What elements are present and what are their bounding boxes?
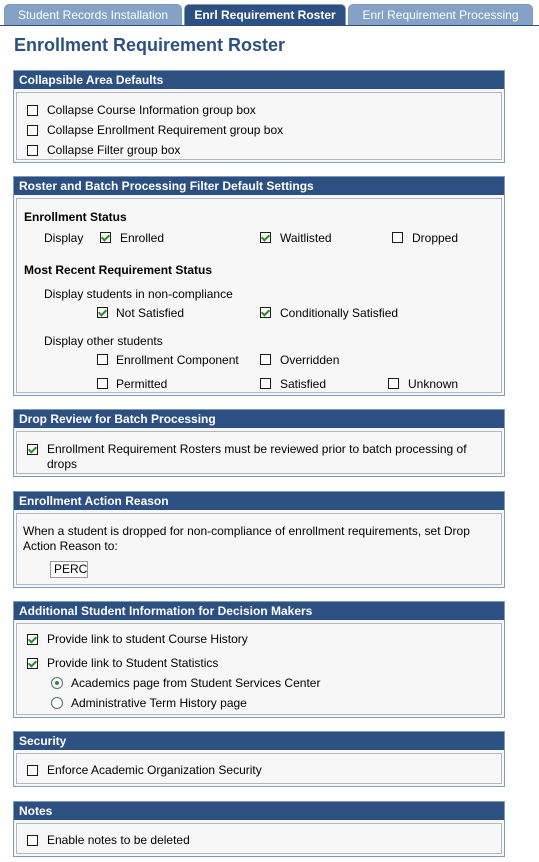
waitlisted-checkbox[interactable] xyxy=(260,232,271,243)
drop-review-label-line2: drops xyxy=(47,457,78,471)
satisfied-label: Satisfied xyxy=(280,377,327,391)
group-body xyxy=(16,623,502,715)
student-statistics-label: Provide link to Student Statistics xyxy=(47,656,219,670)
security-group xyxy=(13,731,505,787)
enrollment-component-checkbox[interactable] xyxy=(97,354,108,365)
academics-page-radio[interactable] xyxy=(51,677,63,689)
tab-student-records-installation[interactable]: Student Records Installation xyxy=(4,4,182,25)
enable-notes-deleted-label: Enable notes to be deleted xyxy=(47,833,190,847)
collapse-enrollment-requirement-label: Collapse Enrollment Requirement group box xyxy=(47,123,284,137)
permitted-label: Permitted xyxy=(116,377,168,391)
enrolled-label: Enrolled xyxy=(120,231,165,245)
group-header: Security xyxy=(14,732,504,750)
enrollment-status-heading: Enrollment Status xyxy=(24,210,127,224)
drop-review-checkbox[interactable] xyxy=(27,444,38,455)
dropped-checkbox[interactable] xyxy=(392,232,403,243)
dropped-label: Dropped xyxy=(412,231,459,245)
enable-notes-deleted-checkbox[interactable] xyxy=(27,835,38,846)
action-reason-text-line1: When a student is dropped for non-compliance of enrollment requirements, set Drop xyxy=(23,524,470,538)
noncompliance-label: Display students in non-compliance xyxy=(44,287,233,301)
group-body xyxy=(16,198,502,393)
group-body xyxy=(16,431,502,474)
enforce-security-label: Enforce Academic Organization Security xyxy=(47,763,262,777)
collapse-course-info-label: Collapse Course Information group box xyxy=(47,103,256,117)
course-history-checkbox[interactable] xyxy=(27,634,38,645)
tab-underline xyxy=(0,25,539,26)
tab-bar xyxy=(0,4,539,26)
display-label: Display xyxy=(44,231,84,245)
group-body xyxy=(16,823,502,854)
tab-enrl-requirement-roster[interactable]: Enrl Requirement Roster xyxy=(184,4,346,25)
unknown-label: Unknown xyxy=(408,377,459,391)
other-students-label: Display other students xyxy=(44,334,163,348)
additional-student-info-group xyxy=(13,601,505,718)
filter-defaults-group xyxy=(13,176,505,396)
permitted-checkbox[interactable] xyxy=(97,378,108,389)
enrollment-component-label: Enrollment Component xyxy=(116,353,239,367)
not-satisfied-checkbox[interactable] xyxy=(97,307,108,318)
collapse-course-info-checkbox[interactable] xyxy=(27,105,38,116)
overridden-checkbox[interactable] xyxy=(260,354,271,365)
enrollment-action-reason-group xyxy=(13,491,505,588)
group-body xyxy=(16,513,502,585)
tab-enrl-requirement-processing[interactable]: Enrl Requirement Processing xyxy=(348,4,533,25)
drop-action-reason-field[interactable]: PERC xyxy=(50,561,88,578)
conditionally-satisfied-checkbox[interactable] xyxy=(260,307,271,318)
collapse-filter-checkbox[interactable] xyxy=(27,145,38,156)
group-header: Collapsible Area Defaults xyxy=(14,71,504,89)
page-title: Enrollment Requirement Roster xyxy=(14,35,286,55)
overridden-label: Overridden xyxy=(280,353,340,367)
group-header: Enrollment Action Reason xyxy=(14,492,504,510)
student-statistics-checkbox[interactable] xyxy=(27,658,38,669)
group-header: Additional Student Information for Decision Makers xyxy=(14,602,504,620)
unknown-checkbox[interactable] xyxy=(388,378,399,389)
academics-page-label: Academics page from Student Services Center xyxy=(71,676,321,690)
satisfied-checkbox[interactable] xyxy=(260,378,271,389)
group-header: Roster and Batch Processing Filter Default Settings xyxy=(14,177,504,195)
group-header: Notes xyxy=(14,802,504,820)
administrative-term-history-radio[interactable] xyxy=(51,697,63,709)
administrative-term-history-label: Administrative Term History page xyxy=(71,696,247,710)
conditionally-satisfied-label: Conditionally Satisfied xyxy=(280,306,399,320)
course-history-label: Provide link to student Course History xyxy=(47,632,248,646)
waitlisted-label: Waitlisted xyxy=(280,231,332,245)
collapsible-area-defaults-group xyxy=(13,70,505,163)
recent-status-heading: Most Recent Requirement Status xyxy=(24,263,213,277)
collapse-enrollment-requirement-checkbox[interactable] xyxy=(27,125,38,136)
drop-review-label-line1: Enrollment Requirement Rosters must be reviewed prior to batch processing of xyxy=(47,442,467,456)
enforce-security-checkbox[interactable] xyxy=(27,765,38,776)
group-header: Drop Review for Batch Processing xyxy=(14,410,504,428)
collapse-filter-label: Collapse Filter group box xyxy=(47,143,181,157)
group-body xyxy=(16,753,502,784)
group-body xyxy=(16,92,502,160)
notes-group xyxy=(13,801,505,857)
not-satisfied-label: Not Satisfied xyxy=(116,306,185,320)
drop-review-group xyxy=(13,409,505,477)
action-reason-text-line2: Action Reason to: xyxy=(23,539,118,553)
enrolled-checkbox[interactable] xyxy=(100,232,111,243)
